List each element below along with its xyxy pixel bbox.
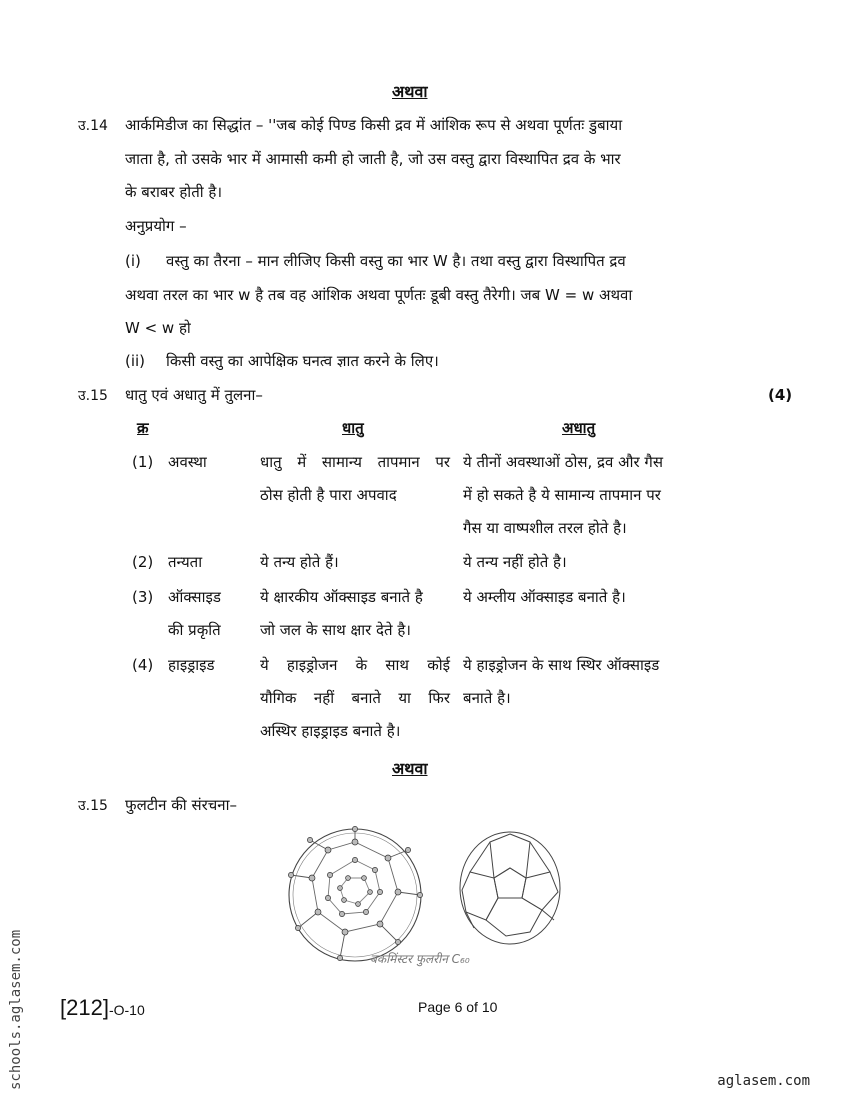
table-row-1-number: (1) — [132, 453, 154, 471]
section-heading-or-2: अथवा — [392, 759, 428, 778]
fullerene-polyhedron-drawing — [460, 832, 560, 944]
application-1-line-2: अथवा तरल का भार w है तब वह आंशिक अथवा पूर्णतः डूबी वस्तु तैरेगी। जब W = w अथवा — [125, 286, 633, 304]
application-1-number: (i) — [125, 252, 141, 270]
table-row-1-nonmetal-line-3: गैस या वाष्पशील तरल होते है। — [463, 519, 627, 537]
application-2-number: (ii) — [125, 352, 146, 370]
question-number-15: उ.15 — [78, 388, 108, 404]
table-row-1-property: अवस्था — [168, 453, 207, 471]
side-watermark: schools.aglasem.com — [8, 929, 24, 1090]
page-number: Page 6 of 10 — [418, 999, 498, 1015]
table-row-4-nonmetal-line-2: बनाते है। — [463, 689, 511, 707]
table-row-4-metal-line-1: ये हाइड्रोजन के साथ कोई — [260, 656, 450, 674]
table-row-1-nonmetal-line-2: में हो सकते है ये सामान्य तापमान पर — [463, 486, 661, 504]
q14-line-2: जाता है, तो उसके भार में आमासी कमी हो जाती है, जो उस वस्तु द्वारा विस्थापित द्रव के भार — [125, 150, 621, 168]
applications-label: अनुप्रयोग – — [125, 217, 187, 235]
fullerene-sketch — [270, 820, 590, 980]
table-row-1-metal-line-2: ठोस होती है पारा अपवाद — [260, 486, 397, 504]
marks-badge: (4) — [768, 386, 793, 404]
q14-line-1: आर्कमिडीज का सिद्धांत – ''जब कोई पिण्ड किसी द्रव में आंशिक रूप से अथवा पूर्णतः डुबाया — [125, 116, 623, 134]
application-1-line-3: W < w हो — [125, 319, 191, 337]
table-row-3-number: (3) — [132, 588, 154, 606]
application-2-line-1: किसी वस्तु का आपेक्षिक घनत्व ज्ञात करने के लिए। — [166, 352, 439, 370]
table-row-4-number: (4) — [132, 656, 154, 674]
table-row-4-metal-line-2: यौगिक नहीं बनाते या फिर — [260, 689, 450, 707]
table-row-2-number: (2) — [132, 553, 154, 571]
table-row-2-nonmetal-line-1: ये तन्य नहीं होते है। — [463, 553, 567, 571]
question-number-14: उ.14 — [78, 118, 108, 134]
application-1-line-1: वस्तु का तैरना – मान लीजिए किसी वस्तु का भार W है। तथा वस्तु द्वारा विस्थापित द्रव — [166, 252, 626, 270]
q15-title: धातु एवं अधातु में तुलना– — [125, 386, 263, 404]
figure-caption: बकमिंस्टर फुलरीन C₆₀ — [370, 952, 470, 966]
table-row-3-metal-line-2: जो जल के साथ क्षार देते है। — [260, 621, 411, 639]
q15-alt-title: फुलटीन की संरचना– — [125, 796, 237, 814]
table-row-4-metal-line-3: अस्थिर हाइड्राइड बनाते है। — [260, 722, 401, 740]
table-row-1-metal-line-1: धातु में सामान्य तापमान पर — [260, 453, 450, 471]
table-row-3-property-line-2: की प्रकृति — [168, 621, 221, 639]
table-row-2-property: तन्यता — [168, 553, 203, 571]
paper-code-main: [212] — [60, 995, 109, 1020]
fullerene-ball-stick-drawing — [288, 826, 422, 961]
table-row-1-nonmetal-line-1: ये तीनों अवस्थाओं ठोस, द्रव और गैस — [463, 453, 663, 471]
bottom-watermark: aglasem.com — [717, 1073, 810, 1089]
q14-line-3: के बराबर होती है। — [125, 183, 223, 201]
question-number-15-alt: उ.15 — [78, 798, 108, 814]
paper-code-suffix: -O-10 — [108, 1002, 145, 1018]
table-header-nonmetal: अधातु — [562, 419, 596, 437]
table-row-3-metal-line-1: ये क्षारकीय ऑक्साइड बनाते है — [260, 588, 423, 606]
table-row-4-nonmetal-line-1: ये हाइड्रोजन के साथ स्थिर ऑक्साइड — [463, 656, 660, 674]
paper-code — [60, 995, 145, 1021]
table-row-4-property: हाइड्राइड — [168, 656, 215, 674]
table-row-3-nonmetal-line-1: ये अम्लीय ऑक्साइड बनाते है। — [463, 588, 626, 606]
table-header-metal: धातु — [342, 419, 364, 437]
table-row-3-property-line-1: ऑक्साइड — [168, 588, 221, 606]
table-header-sno: क्र — [137, 419, 149, 437]
table-row-2-metal-line-1: ये तन्य होते हैं। — [260, 553, 339, 571]
section-heading-or: अथवा — [392, 82, 428, 101]
